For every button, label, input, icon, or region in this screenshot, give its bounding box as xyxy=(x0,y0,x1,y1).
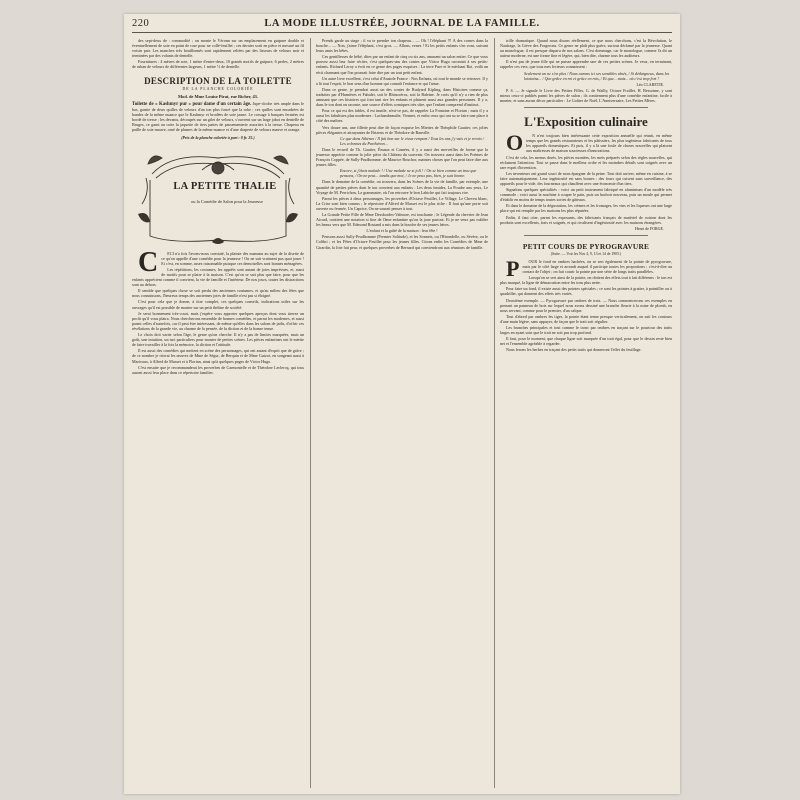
pyro-paragraph: Pour faire un fond, il existe aussi des pointes spéciales ; ce sont les pointes à gratter, à pointiller ou à quadriller, qui donnent des effets très variés. xyxy=(500,286,672,297)
expo-paragraph: Et dans le domaine de la dégustation, les crèmes et les fromages, les vins et les liqueurs ont une large place qui est remplie par les maisons les plus réputées. xyxy=(500,203,672,214)
intro-paragraph: des sept-deux de : commodité ; on monte le Véronn sur un emplacement en guipure double et éventuellement de soie en point de rose pour ne collé-feuillet ; ces dernier sorti en pièce et mesuré un fil voisin pair. Les manches très bouillonnés sont rapidement reliées par des lisseurs de velours noir et terminées par des volants de dentelle. xyxy=(132,38,304,59)
expo-paragraph: Signalons quelques spécialités : voici un petit instrument fabriqué en aluminium d'un modèle très commode ; voici aussi la machine à couper le pain, puis un hachoir nouveau, puis un moule qui permet d'établir en moins de temps toutes sortes de gâteaux. xyxy=(500,187,672,203)
expo-paragraph: Enfin, il faut citer, parmi les exposants, des fabricants français de matériel de cuisine dont les produits sont excellents, frais et soignés, et qui rivalisent d'ingéniosité avec les maisons étrangères. xyxy=(500,214,672,225)
thalie-paragraph: Je serai bonnement très-court, mais j'espère vous apporter quelques aperçus dont vous tirerez un profit qu'il vous plaira. Nous chercherons ensemble de bonnes comédies, et parmi les modernes, et aussi parmi celles d'autrefois, car il peut être intéressant, de même qu'elles dans les salons de jadis, d'offrir ces révélations de la grande vie, au charme de la pensée, de la diction et de la bonne tenue. xyxy=(132,310,304,331)
page-number: 220 xyxy=(132,18,150,29)
body-paragraph: Dans ce genre, je prendrai aussi un des contes de Rudyard Kipling, dans Histoires comme ça, traduites par d'Humières et Fabulet, soit le Rhinocéros, soit la Baleine. Je crois qu'il n'y a rien de plus amusant que ces histoires qui font tant rire les enfants et plaisent aussi aux grandes personnes. Il y a, dans le ton dont on raconte, une source d'effets comiques très sûre, que l'enfant comprend d'instinct. xyxy=(316,86,488,108)
toilette-lead: Toilette de « Kashmyr pur » pour dame d'un certain âge. xyxy=(132,101,252,107)
thalie-subtitle: ou la Comédie de Salon pour la Jeunesse xyxy=(191,198,263,204)
thalie-paragraph: Il est aussi des comédies qui mettent en scène des personnages, qui ont autant d'esprit que de grâce ; de ce nombre je citerai les œuvres de Mme de Ségur, de Berquin et de Mme Guizot, en songeant aussi à Marivaux, à Alfred de Musset et à Florian, ainsi qu'à quelques pages de Victor Hugo. xyxy=(132,348,304,364)
body-paragraph: Dans le recueil de Th. Gautier, Émaux et Camées, il y a aussi des merveilles de forme que la jeunesse apprécie comme la jolie pièce du Château du souvenir. On trouvera aussi dans les Poèmes de François Coppée, de Sully-Prudhomme, de Maurice Bouchor, maintes choses que l'on peut faire dire aux jeunes filles. xyxy=(316,146,488,168)
body-paragraph: Dans le domaine de la comédie, on trouvera, dans les Scènes de la vie de famille, par exemple, une quantité de petites pièces dont le ton convient aux enfants : Les deux timides, La Poudre aux yeux, Le Voyage de M. Perrichon, La grammaire, où l'on retrouve le bon Labiche qui fait toujours rire. xyxy=(316,179,488,195)
column-divider xyxy=(310,38,311,788)
postscript: P. S. — Je signale le Livre des Petites Filles, G. de Wailly, Octave Fraillet, H. Bessonne, y sont mieux ceux-ci publiés parmi les pièces de salon ; ils contiennent plus d'une comédie enfantine, facile à monter, et sans aucun décor particulier : Le Goûter de Noël, L'Anniversaire, Les Petites Mères. xyxy=(500,87,672,104)
toilette-modele: Mod. de Mme Louise Pirat, rue Richer, 43. xyxy=(178,93,258,99)
pyro-paragraph: Les branches principales et tout comme le tronc par ombres en traçant sur le pourtour des traits larges en ayant soin que le trait ne soit pas trop profond. xyxy=(500,325,672,336)
body-paragraph: Un autre livre excellent, c'est celui d'Anatole France : Nos Enfants, où tout le monde se retrouve. Il y a là tout l'esprit, le bon sens d'un homme qui connaît l'enfance et qui l'aime. xyxy=(316,75,488,86)
verse-quote: Encore, si j'étais malade ! / Une malade ne si joli ! / On se bien comme un trou que pensons, / On ne peut... tandis que moi, / Je ne peux pas, bien, je suis bonne. xyxy=(340,168,477,179)
thalie-paragraph: C'est pour cela que je donne, à titre complet, ces quelques conseils, indications utiles sur les ouvrages qu'il est possible de monter sur un petit théâtre de société. xyxy=(132,299,304,310)
thalie-title: LA PETITE THALIE xyxy=(173,180,277,192)
body-paragraph: Ces gentillesses de bébé, dites par un enfant de cinq ou six ans, amusent un salon entier. Ce que vous pouvez aussi leur faire réciter, c'est quelques-uns des contes que Victor Hugo racontait à ses petits-enfants. Richard Leroy a écrit en ce genre des pages exquises : La terre Pure et le méchant Roi, voilà un récit charmant que l'on pourrait faire dire par un tout petit enfant. xyxy=(316,54,488,75)
verse-quote: Seulement un ne s'en plus / Nous aurons ici ses sensibles aînés, / Si dédaigneux, dans les lointains... / Que grâce en roi et grâce en rois, / Et que... mais... où c'est trop fort ! xyxy=(524,70,670,81)
thalie-paragraph: Le choix doit varier selon l'âge, le genre qu'on cherche. Il n'y a pas de limites marquées, mais un goût, une intuition, un tact particuliers pour monter de petites scènes. Les pièces enfantines ont le mérite de faire travailler à la fois la mémoire, la diction et l'attitude. xyxy=(132,332,304,348)
dropcap-c: C xyxy=(138,246,159,278)
toilette-description xyxy=(132,101,304,133)
body-paragraph: Prends garde au singe ; il va te prendre ton chapeau... — Oh ! l'éléphant !!! A des cornes dans la bouche... — Non, j'aime l'éléphant, c'est gros. — Allons, venez ! Et les petits enfants s'en vont, suivant leurs amis les bêtes. xyxy=(316,38,488,54)
author-signature: Henri de FORGE. xyxy=(635,225,664,231)
pyrogravure-reference: (Suite. — Voir les Nos 4, 9, 13 et 14 de 1905.) xyxy=(550,251,622,256)
separator-rule xyxy=(524,235,648,236)
body-paragraph: Pour ce qui est des fables, il est inutile, n'est-ce pas, de rappeler La Fontaine et Florian ; mais il y a aussi les fabulistes plus modernes : Lachambeaudie, Viennet, et enfin ceux qui ont su se faire une place à côté des maîtres. xyxy=(316,108,488,124)
separator-rule xyxy=(524,107,648,108)
ornament-frame xyxy=(132,144,304,248)
body-paragraph: Vers douze ans, une fillette peut dire de façon exquise les Miettes de Théophile Gautier, ces jolies pièces élégantes et attrayantes de Brizeux et de Théodore de Banville. xyxy=(316,124,488,135)
pyro-paragraph: Deuxième exemple. — Pyrogravure par ombres de trais. — Nous commencerons ces exemples en prenant un panneau de bois sur lequel nous avons dessiné une branche fleurie à la mine de plomb, en nous servant, comme pour le premier, d'un calque. xyxy=(500,297,672,313)
thalie-paragraph: Il semble que quelques chose se soit perdu des anciennes coutumes, et qu'au milieu des fêtes que nous connaissons, l'heureux temps des anciennes joies de famille n'est pas si éloigné. xyxy=(132,288,304,299)
intro-paragraph: Fournitures : 4 mètres de soie, 1 mètre d'entre-deux, 10 grands motifs de guipure, 6 perles, 2 mètres de ruban de velours de différentes largeurs, 1 mètre ½ de dentelle. xyxy=(132,59,304,70)
pyrogravure-title: PETIT COURS DE PYROGRAVURE xyxy=(522,241,650,251)
pyro-paragraph: Nous ferons les herbes en traçant des petits traits qui donneront l'effet du feuillage. xyxy=(506,347,642,353)
pyro-paragraph: Tout d'abord par ombres les tiges, la pointe étant tenue presque verticalement, on suit les contours d'une main légère, sans appuyer, de façon que le trait soit régulier. xyxy=(500,313,672,324)
toilette-subtitle: DE LA PLANCHE COLORIÉE xyxy=(182,86,254,91)
column-2 xyxy=(316,38,488,788)
magazine-page xyxy=(124,14,680,794)
expo-paragraph: C'est de cela, les menus dorés, les pièces montées, les mets préparés selon des règles nouvelles, qui réclament l'attention. Tout se passe dans le meilleur ordre et les moindres détails sont soignés avec un rare esprit d'invention. xyxy=(500,154,672,170)
dropcap-o: O xyxy=(506,130,524,156)
page-header xyxy=(132,18,672,33)
exposition-title: L'Exposition culinaire xyxy=(524,114,648,130)
expo-paragraph: O N n'est toujours bien intéressante cette exposition annuelle qui réunit, en même temps que les grands restaurateurs et les pâtissiers, les plus ingénieux fabricants de tous les appareils domestiques. Et puis, il y a là une foule de choses nouvelles qui plaisent aux maîtresses de maison soucieuses d'innovations. xyxy=(500,133,672,153)
column-divider xyxy=(494,38,495,788)
body-paragraph: Parmi les pièces à deux personnages, les proverbes d'Octave Feuillet, Le Village, Le Cheveu blanc, La Crise sont bien connus ; le répertoire d'Alfred de Musset est le plus riche : Il faut qu'une porte soit ouverte ou fermée, Un Caprice, On ne saurait penser à tout. xyxy=(316,195,488,211)
toilette-text: Jupe-cloche très ample dans le bas, garnie de deux quilles de velours d'un ton plus foncé que la robe ; ces quilles sont encadrées de bandes de la même nuance que le Kashmyr et brodées de soie jaune. Le corsage à basques fermées est bordé de tresse ; les devants, découpés sur un gilet de velours, s'ouvrent sur un large jabot en dentelle de Bruges, ce garni au cotte la jaquette de tiers pattes de passementerie assorties à la tresse. Chapeau en paille de soie mauve, orné de plumes de la même nuance et d'une draperie de velours mauve et orange. xyxy=(132,100,304,133)
author-signature: Léo CLARETIE. xyxy=(636,81,664,87)
column-3 xyxy=(500,38,672,788)
thalie-paragraph: C ECI n'a fois l'avons-nous constaté, la plainte des mamans au sujet de la disette de ce qu'on appelle d'une comédie pour la jeunesse ! On ne sait vraiment pas quoi jouer ! Et c'est, en somme, assez raisonnable puisque ces demoiselles sont bonnes ménagères. xyxy=(132,251,304,266)
body-paragraph: Pensons aussi Sully-Prudhomme (Premier Solitude), et les Sonnets, ou l'Hirondelle, ou Sévère, ou le Colibri ; et les Fêtes d'Octave Feuillet pour les jeunes filles. Citons enfin les Comédies de Mme de Girardin, la Joie fait peur, et quelques proverbes de Bernard qui conviendront aux réunions de famille. xyxy=(316,234,488,250)
body-paragraph: La Grande Petite Fille de Mme Dessbordes-Valmore, est touchante ; le Légende du chevrier de Jean Aicard, contient une notation si fine de l'âme enfantine qu'on la joue partout. Et je ne veux pas oublier les beaux vers que M. Edmond Rostand a mis dans la bouche de ses jeunes héros. xyxy=(316,212,488,228)
body-centered-line: L'enfant et la gaîté de la maison : leur fête ! xyxy=(366,228,438,234)
thalie-paragraph: Les répétitions, les costumes, les apprêts sont autant de joies imprévues, et, aussi de motifs pour se plaire à la maison. C'est qu'on se sait plus que faire, pour que les enfants apprécient comme il convient, la vie de famille et l'intérieur. De nos jours, toutes les distractions sont au dehors. xyxy=(132,266,304,288)
thalie-banner xyxy=(132,144,304,248)
toilette-title: DESCRIPTION DE LA TOILETTE xyxy=(144,75,292,86)
price-note: (Prix de la planche coloriée à part : 0 fr. 25.) xyxy=(181,134,255,140)
dropcap-p: P xyxy=(506,255,520,281)
pyro-paragraph: Lorsqu'on se sert ainsi de la pointe, on obtient des effets tout à fait différents : le ton est plus marqué, la ligne de démarcation entre les tons plus nette. xyxy=(500,275,672,286)
pyro-paragraph: Il faut, pour le moment, que chaque ligne soit marquée d'un trait égal, pour que le dessin reste bien net et l'ensemble agréable à regarder. xyxy=(500,336,672,347)
body-paragraph: Il n'est pas de jeune fille qui ne puisse apprendre une de ces petites scènes. Je veux, en terminant, rappeler ces vers, que tous mes lecteurs connaissent : xyxy=(500,59,672,70)
thalie-paragraph: C'est ensuite que je recommanderai les proverbes de Carmontelle et de Théodore Leclercq, qui tous auront aussi leur place dans ce répertoire familier. xyxy=(132,364,304,375)
verse-quote: Ce que dans Athènes / Il fait bon sur le vieux rempart / Tous les ans j'y vais et je revois / Les colonnes du Parthénon... xyxy=(340,135,484,146)
pyro-paragraph: P OUR le fond en ombres hachées, on se sert également de la pointe de pyrogravure, mais par le côté large et arrondi auquel il participe toutes les proportions ; c'est-à-dire au contact de l'objet ; on fait courir la pointe par une série de longs traits parallèles. xyxy=(500,259,672,274)
column-1 xyxy=(132,38,304,788)
body-paragraph: trille dramatique. Quand nous disons réellement, ce que nous cherchons, c'est la Révolution, le Naufrage, la Grève des Forgerons. Ce genre ne plaît plus guère, surtout déclamé par la jeunesse. Quant au monologue, il est presque disparu de nos salons. C'est dommage, car le monologue, comme l'a dit un auteur moderne, est une forme fine et légère, qui, bien dite, charme tous les auditeurs. xyxy=(500,38,672,59)
expo-paragraph: Les inventeurs ont grand souci de nous épargner de la peine. Tout doit arriver, même en cuisine, à se faire automatiquement. Leur ingéniosité est sans bornes : des fours qui cuisent sans surveillance, des appareils pour le vide, des fourneaux qui chauffent avec une économie d'un tiers. xyxy=(500,170,672,186)
journal-title: LA MODE ILLUSTRÉE, JOURNAL DE LA FAMILLE. xyxy=(264,18,540,29)
